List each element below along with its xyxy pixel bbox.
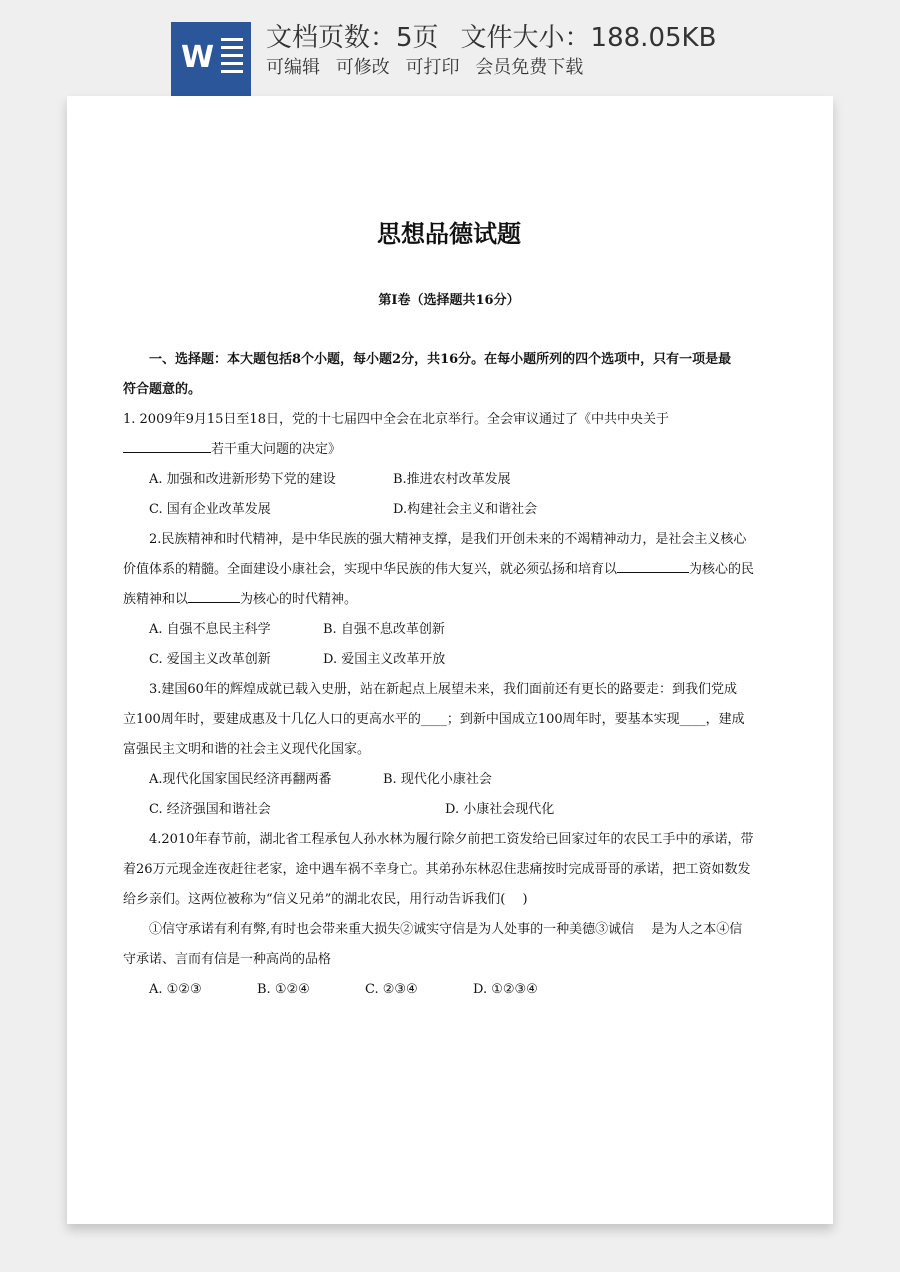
q2-option-d: D. 爱国主义改革开放 <box>323 652 446 667</box>
q1-stem-line2 <box>123 435 775 465</box>
document-meta <box>266 20 716 56</box>
q2-stem-line2 <box>123 555 775 585</box>
q4-statements-line1: ①信守承诺有利有弊,有时也会带来重大损失②诚实守信是为人处事的一种美德③诚信 是为人之本④信 <box>149 922 743 937</box>
q4-stem-line1: 4.2010年春节前，湖北省工程承包人孙水林为履行除夕前把工资发给已回家过年的农民工手中的承诺，带 <box>149 832 754 847</box>
q2-fill-blank-2 <box>188 588 240 603</box>
q3-option-b: B. 现代化小康社会 <box>383 772 492 787</box>
q3-option-d: D. 小康社会现代化 <box>445 802 555 817</box>
q1-option-d: D.构建社会主义和谐社会 <box>393 502 538 517</box>
q3-option-a: A.现代化国家国民经济再翻两番 <box>149 772 332 787</box>
download-header <box>0 0 900 100</box>
q4-option-a: A. ①②③ <box>149 982 202 997</box>
q4-option-b: B. ①②④ <box>257 982 310 997</box>
feature-member-download: 会员免费下载 <box>475 57 584 78</box>
document-page <box>67 96 833 1224</box>
page-count-label: 文档页数：5页 <box>266 23 439 53</box>
q3-stem-line2: 立100周年时，要建成惠及十几亿人口的更高水平的____；到新中国成立100周年时，要基本实现____，建成 <box>123 712 745 727</box>
word-logo-lines <box>221 38 243 78</box>
q1-option-c: C. 国有企业改革发展 <box>149 502 271 517</box>
q2-stem-line1: 2.民族精神和时代精神，是中华民族的强大精神支撑，是我们开创未来的不竭精神动力，是社会主义核心 <box>149 532 747 547</box>
q3-option-c: C. 经济强国和谐社会 <box>149 802 271 817</box>
feature-list <box>266 55 593 81</box>
q4-option-d: D. ①②③④ <box>473 982 538 997</box>
q2-option-c: C. 爱国主义改革创新 <box>149 652 271 667</box>
q1-option-a: A. 加强和改进新形势下党的建设 <box>149 472 336 487</box>
q1-stem-line2-text: 若干重大问题的决定》 <box>211 442 342 457</box>
section-intro-line1: 一、选择题：本大题包括8个小题，每小题2分，共16分。在每小题所列的四个选项中，只有一项是最 <box>149 352 732 367</box>
q2-option-a: A. 自强不息民主科学 <box>149 622 271 637</box>
document-title: 思想品德试题 <box>377 220 521 248</box>
q2-fill-blank-1 <box>617 558 689 573</box>
q2-stem-line3-pre: 族精神和以 <box>123 592 189 607</box>
q4-stem-line3: 给乡亲们。这两位被称为“信义兄弟”的湖北农民，用行动告诉我们( ) <box>123 892 528 907</box>
q4-statements-line2: 守承诺、言而有信是一种高尚的品格 <box>123 952 332 967</box>
q2-stem-line2-pre: 价值体系的精髓。全面建设小康社会，实现中华民族的伟大复兴，就必须弘扬和培育以 <box>123 562 618 577</box>
q1-stem-line1: 1. 2009年9月15日至18日，党的十七届四中全会在北京举行。全会审议通过了《中共中央关于 <box>123 412 669 427</box>
q2-stem-line3 <box>123 585 775 615</box>
q4-stem-line2: 着26万元现金连夜赶往老家，途中遇车祸不幸身亡。其弟孙东林忍住悲痛按时完成哥哥的承诺，把工资如数发 <box>123 862 751 877</box>
feature-modifiable: 可修改 <box>335 57 390 78</box>
feature-printable: 可打印 <box>405 57 460 78</box>
feature-editable: 可编辑 <box>266 57 320 78</box>
q3-stem-line1: 3.建国60年的辉煌成就已载入史册，站在新起点上展望未来，我们面前还有更长的路要走：到我们党成 <box>149 682 737 697</box>
q3-stem-line3: 富强民主文明和谐的社会主义现代化国家。 <box>123 742 371 757</box>
q2-stem-line2-post: 为核心的民 <box>689 562 755 577</box>
q1-fill-blank <box>123 438 211 453</box>
q1-option-b: B.推进农村改革发展 <box>393 472 511 487</box>
q2-stem-line3-post: 为核心的时代精神。 <box>240 592 358 607</box>
q4-option-c: C. ②③④ <box>365 982 418 997</box>
q2-option-b: B. 自强不息改革创新 <box>323 622 445 637</box>
section-intro-line2: 符合题意的。 <box>123 382 202 397</box>
word-document-icon <box>171 22 251 96</box>
document-subtitle: 第Ⅰ卷（选择题共16分） <box>378 293 520 308</box>
file-size-label: 文件大小：188.05KB <box>460 23 717 53</box>
word-logo-letter: W <box>181 40 215 75</box>
